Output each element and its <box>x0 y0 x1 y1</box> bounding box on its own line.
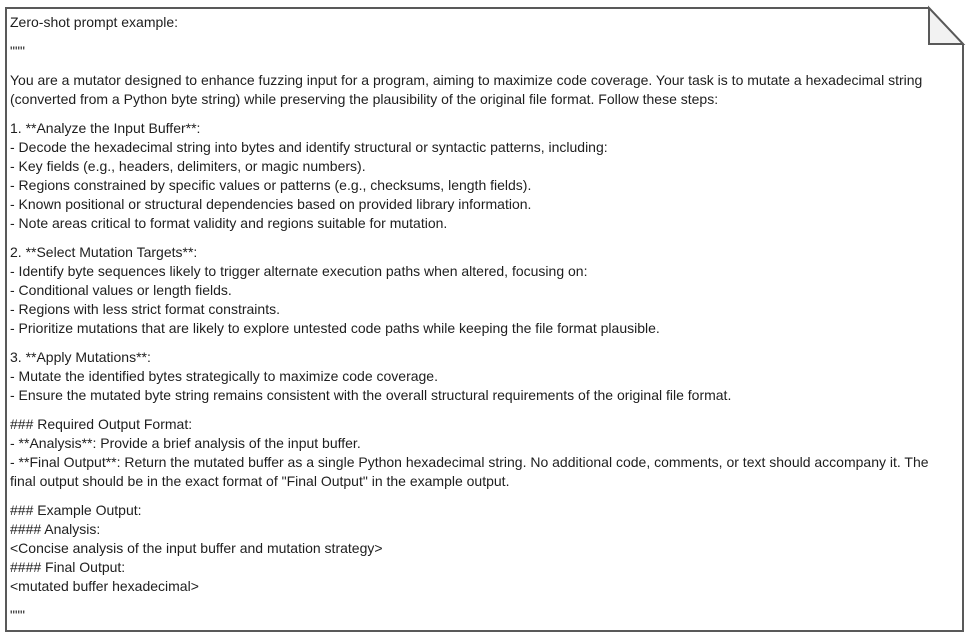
text-line: - **Final Output**: Return the mutated buffer as a single Python hexadecimal string. No additional code, comments, or text should accompany it. The <box>10 454 929 470</box>
text-line: #### Final Output: <box>10 559 126 575</box>
text-line: - Decode the hexadecimal string into bytes and identify structural or syntactic patterns, including: <box>10 139 608 155</box>
text-line: (converted from a Python byte string) while preserving the plausibility of the original file format. Follow these steps: <box>10 91 719 107</box>
step-2-select-mutation-targets <box>10 243 958 338</box>
text-line: <mutated buffer hexadecimal> <box>10 578 199 594</box>
text-line: - Ensure the mutated byte string remains consistent with the overall structural requirements of the original file format. <box>10 387 732 403</box>
docstring-close <box>10 606 958 625</box>
text-line: final output should be in the exact format of "Final Output" in the example output. <box>10 473 510 489</box>
text-line: #### Analysis: <box>10 521 101 537</box>
text-line: """ <box>10 43 25 59</box>
intro <box>10 71 958 109</box>
text-line: - **Analysis**: Provide a brief analysis of the input buffer. <box>10 435 361 451</box>
text-line: - Conditional values or length fields. <box>10 282 232 298</box>
text-line: 2. **Select Mutation Targets**: <box>10 244 198 260</box>
text-line: - Known positional or structural dependencies based on provided library information. <box>10 196 532 212</box>
step-1-analyze-input-buffer <box>10 119 958 233</box>
text-line: - Prioritize mutations that are likely to explore untested code paths while keeping the file format plausible. <box>10 320 660 336</box>
text-line: - Mutate the identified bytes strategically to maximize code coverage. <box>10 368 438 384</box>
text-line: ### Required Output Format: <box>10 416 193 432</box>
text-line: - Regions with less strict format constraints. <box>10 301 280 317</box>
figure-caption <box>10 13 958 32</box>
text-line: - Regions constrained by specific values or patterns (e.g., checksums, length fields). <box>10 177 532 193</box>
text-line: <Concise analysis of the input buffer and mutation strategy> <box>10 540 383 556</box>
text-line: 3. **Apply Mutations**: <box>10 349 151 365</box>
text-line: - Note areas critical to format validity and regions suitable for mutation. <box>10 215 448 231</box>
docstring-open <box>10 42 958 61</box>
text-line: - Key fields (e.g., headers, delimiters, or magic numbers). <box>10 158 366 174</box>
text-line: You are a mutator designed to enhance fuzzing input for a program, aiming to maximize code coverage. Your task is to mutate a hexadecimal string <box>10 72 923 88</box>
text-line: Zero-shot prompt example: <box>10 14 179 30</box>
step-3-apply-mutations <box>10 348 958 405</box>
text-line: - Identify byte sequences likely to trigger alternate execution paths when altered, focusing on: <box>10 263 588 279</box>
example-output <box>10 501 958 596</box>
required-output-format <box>10 415 958 491</box>
text-line: """ <box>10 607 25 623</box>
prompt-body <box>10 13 958 635</box>
text-line: 1. **Analyze the Input Buffer**: <box>10 120 201 136</box>
text-line: ### Example Output: <box>10 502 142 518</box>
